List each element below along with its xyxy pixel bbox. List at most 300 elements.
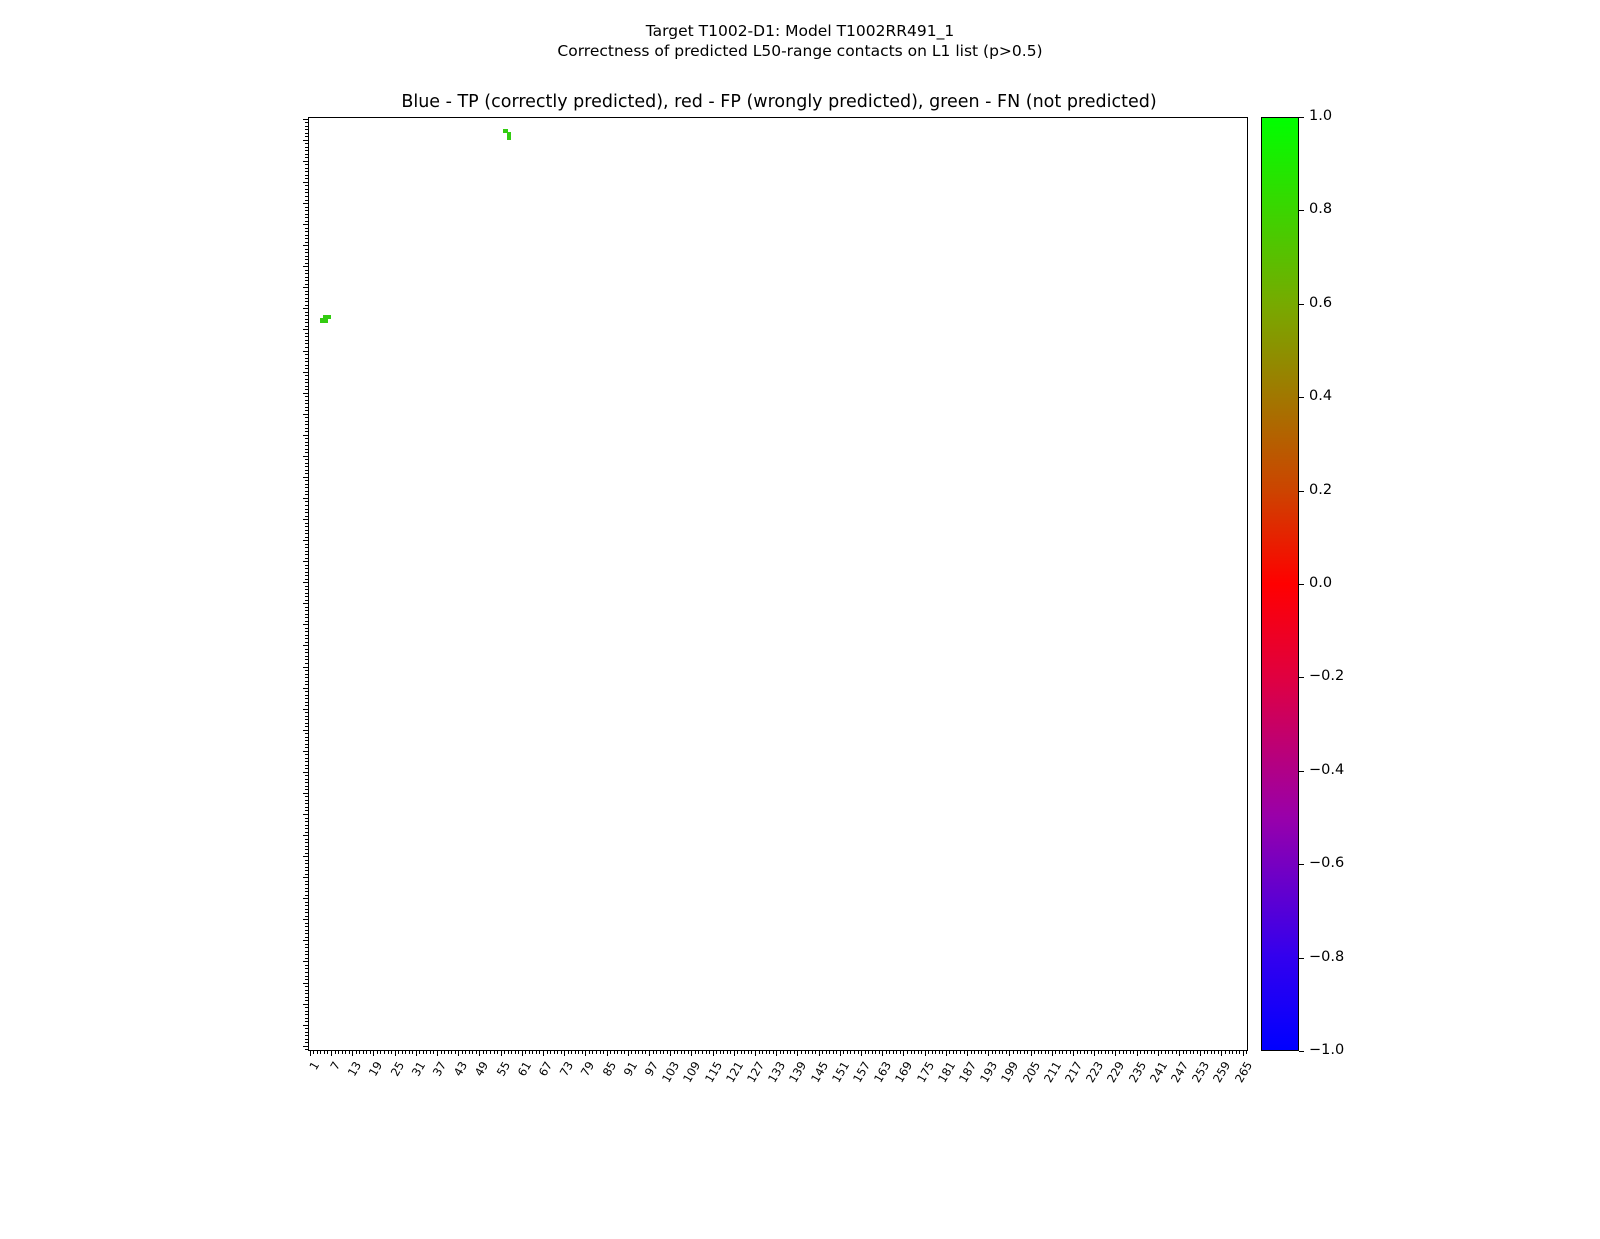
y-tick-major (303, 814, 308, 815)
y-tick-minor (305, 537, 308, 538)
x-tick-label: 91 (620, 1059, 640, 1079)
x-tick-major (1031, 1051, 1032, 1056)
x-tick-minor (1232, 1051, 1233, 1054)
y-tick-minor (305, 786, 308, 787)
x-tick-label: 49 (472, 1059, 492, 1079)
x-tick-minor (426, 1051, 427, 1054)
x-tick-minor (511, 1051, 512, 1054)
y-tick-minor (305, 867, 308, 868)
x-tick-label: 121 (722, 1059, 746, 1086)
x-tick-minor (698, 1051, 699, 1054)
x-tick-minor (716, 1051, 717, 1054)
x-tick-label: 211 (1040, 1059, 1064, 1086)
x-tick-minor (614, 1051, 615, 1054)
y-tick-minor (305, 909, 308, 910)
x-tick-minor (850, 1051, 851, 1054)
y-tick-minor (305, 207, 308, 208)
x-tick-major (1243, 1051, 1244, 1056)
x-tick-major (1158, 1051, 1159, 1056)
y-tick-minor (305, 231, 308, 232)
x-tick-minor (889, 1051, 890, 1054)
x-tick-label: 1 (306, 1059, 322, 1073)
y-tick-minor (305, 410, 308, 411)
x-tick-minor (465, 1051, 466, 1054)
colorbar-tick-label: −1.0 (1309, 1042, 1345, 1058)
y-tick-minor (305, 702, 308, 703)
y-tick-minor (305, 765, 308, 766)
x-tick-minor (1151, 1051, 1152, 1054)
y-tick-minor (305, 386, 308, 387)
y-tick-minor (305, 839, 308, 840)
x-tick-minor (518, 1051, 519, 1054)
y-tick-minor (305, 171, 308, 172)
x-tick-minor (388, 1051, 389, 1054)
y-tick-minor (305, 937, 308, 938)
x-tick-label: 175 (913, 1059, 937, 1086)
y-tick-minor (305, 473, 308, 474)
x-tick-minor (992, 1051, 993, 1054)
colorbar-tick (1299, 1051, 1304, 1052)
y-tick-minor (305, 958, 308, 959)
x-tick-minor (398, 1051, 399, 1054)
y-tick-minor (305, 691, 308, 692)
x-tick-minor (794, 1051, 795, 1054)
x-tick-label: 265 (1231, 1059, 1255, 1086)
x-tick-minor (423, 1051, 424, 1054)
x-tick-minor (1119, 1051, 1120, 1054)
x-tick-minor (681, 1051, 682, 1054)
x-tick-minor (596, 1051, 597, 1054)
x-tick-minor (1214, 1051, 1215, 1054)
x-tick-label: 109 (680, 1059, 704, 1086)
y-tick-minor (305, 610, 308, 611)
x-tick-minor (896, 1051, 897, 1054)
x-tick-minor (1229, 1051, 1230, 1054)
y-tick-minor (305, 428, 308, 429)
y-tick-minor (305, 754, 308, 755)
y-tick-minor (305, 122, 308, 123)
y-tick-minor (305, 424, 308, 425)
y-tick-minor (305, 600, 308, 601)
x-tick-label: 97 (641, 1059, 662, 1079)
y-tick-minor (305, 656, 308, 657)
x-tick-minor (1062, 1051, 1063, 1054)
x-tick-label: 19 (366, 1059, 386, 1079)
x-tick-minor (1002, 1051, 1003, 1054)
y-tick-minor (305, 396, 308, 397)
x-tick-minor (349, 1051, 350, 1054)
y-tick-major (303, 730, 308, 731)
y-tick-minor (305, 930, 308, 931)
x-tick-minor (589, 1051, 590, 1054)
x-tick-major (522, 1051, 523, 1056)
x-tick-minor (953, 1051, 954, 1054)
x-tick-label: 67 (535, 1059, 556, 1079)
y-tick-minor (305, 319, 308, 320)
x-tick-minor (1236, 1051, 1237, 1054)
figure-suptitle-line1: Target T1002-D1: Model T1002RR491_1 (645, 22, 955, 40)
x-tick-label: 55 (493, 1059, 513, 1079)
y-tick-minor (305, 1018, 308, 1019)
x-tick-minor (1161, 1051, 1162, 1054)
y-tick-minor (305, 1014, 308, 1015)
x-tick-minor (907, 1051, 908, 1054)
y-tick-major (303, 561, 308, 562)
y-tick-minor (305, 389, 308, 390)
y-tick-minor (305, 997, 308, 998)
x-tick-minor (412, 1051, 413, 1054)
y-tick-minor (305, 733, 308, 734)
x-tick-label: 85 (599, 1059, 619, 1079)
y-tick-minor (305, 663, 308, 664)
x-tick-minor (490, 1051, 491, 1054)
x-tick-minor (624, 1051, 625, 1054)
x-tick-minor (875, 1051, 876, 1054)
x-tick-minor (935, 1051, 936, 1054)
y-tick-major (303, 287, 308, 288)
x-tick-label: 73 (556, 1059, 577, 1079)
y-tick-minor (305, 554, 308, 555)
x-tick-minor (766, 1051, 767, 1054)
colorbar-tick (1299, 677, 1304, 678)
y-tick-minor (305, 136, 308, 137)
x-tick-minor (1077, 1051, 1078, 1054)
x-tick-label: 13 (344, 1059, 365, 1079)
y-tick-minor (305, 744, 308, 745)
y-tick-minor (305, 621, 308, 622)
x-tick-minor (829, 1051, 830, 1054)
y-tick-minor (305, 579, 308, 580)
x-tick-label: 181 (934, 1059, 958, 1086)
x-tick-major (713, 1051, 714, 1056)
x-tick-minor (1123, 1051, 1124, 1054)
x-tick-minor (554, 1051, 555, 1054)
colorbar-tick (1299, 864, 1304, 865)
y-tick-minor (305, 818, 308, 819)
y-tick-minor (305, 1021, 308, 1022)
y-tick-minor (305, 530, 308, 531)
x-tick-minor (338, 1051, 339, 1054)
x-tick-minor (773, 1051, 774, 1054)
x-tick-minor (483, 1051, 484, 1054)
y-tick-minor (305, 368, 308, 369)
x-tick-minor (1183, 1051, 1184, 1054)
y-tick-minor (305, 431, 308, 432)
x-tick-minor (653, 1051, 654, 1054)
x-tick-label: 253 (1189, 1059, 1213, 1086)
y-tick-minor (305, 761, 308, 762)
y-tick-minor (305, 263, 308, 264)
y-tick-major (303, 498, 308, 499)
y-tick-minor (305, 175, 308, 176)
x-tick-minor (380, 1051, 381, 1054)
x-tick-minor (1218, 1051, 1219, 1054)
y-tick-minor (305, 572, 308, 573)
x-tick-minor (356, 1051, 357, 1054)
x-tick-minor (1246, 1051, 1247, 1054)
x-tick-minor (448, 1051, 449, 1054)
x-tick-minor (868, 1051, 869, 1054)
x-tick-major (734, 1051, 735, 1056)
colorbar-tick (1299, 210, 1304, 211)
x-tick-minor (1027, 1051, 1028, 1054)
x-tick-minor (1140, 1051, 1141, 1054)
x-tick-minor (550, 1051, 551, 1054)
y-tick-minor (305, 596, 308, 597)
y-tick-major (303, 877, 308, 878)
x-tick-minor (879, 1051, 880, 1054)
x-tick-major (670, 1051, 671, 1056)
contact-map-plot-area[interactable] (308, 117, 1248, 1051)
x-tick-minor (1172, 1051, 1173, 1054)
x-tick-minor (911, 1051, 912, 1054)
x-tick-minor (900, 1051, 901, 1054)
x-tick-minor (932, 1051, 933, 1054)
y-tick-minor (305, 494, 308, 495)
y-tick-minor (305, 923, 308, 924)
y-tick-minor (305, 789, 308, 790)
x-tick-minor (402, 1051, 403, 1054)
y-tick-minor (305, 168, 308, 169)
x-tick-label: 37 (429, 1059, 450, 1079)
x-tick-major (691, 1051, 692, 1056)
colorbar-tick-label: 0.8 (1309, 201, 1333, 218)
y-tick-minor (305, 1035, 308, 1036)
y-tick-minor (305, 312, 308, 313)
x-tick-minor (342, 1051, 343, 1054)
y-tick-minor (305, 1000, 308, 1001)
x-tick-major (967, 1051, 968, 1056)
y-tick-minor (305, 821, 308, 822)
x-tick-minor (433, 1051, 434, 1054)
x-tick-minor (709, 1051, 710, 1054)
y-tick-minor (305, 526, 308, 527)
x-tick-label: 7 (327, 1059, 344, 1073)
x-tick-minor (1225, 1051, 1226, 1054)
y-tick-minor (305, 1011, 308, 1012)
x-tick-minor (430, 1051, 431, 1054)
x-tick-minor (1133, 1051, 1134, 1054)
y-tick-minor (305, 649, 308, 650)
x-tick-major (310, 1051, 311, 1056)
y-tick-major (303, 645, 308, 646)
y-tick-minor (305, 944, 308, 945)
y-tick-minor (305, 954, 308, 955)
x-tick-minor (497, 1051, 498, 1054)
x-tick-label: 259 (1210, 1059, 1234, 1086)
y-tick-minor (305, 853, 308, 854)
y-tick-minor (305, 860, 308, 861)
x-tick-minor (999, 1051, 1000, 1054)
y-tick-minor (305, 803, 308, 804)
x-tick-major (882, 1051, 883, 1056)
y-tick-minor (305, 807, 308, 808)
y-tick-major (303, 393, 308, 394)
y-tick-major (303, 603, 308, 604)
figure-suptitle-line2: Correctness of predicted L50-range contacts on L1 list (p>0.5) (557, 42, 1043, 60)
x-tick-major (925, 1051, 926, 1056)
x-tick-minor (956, 1051, 957, 1054)
y-tick-minor (305, 509, 308, 510)
x-tick-minor (363, 1051, 364, 1054)
x-tick-minor (313, 1051, 314, 1054)
y-tick-minor (305, 842, 308, 843)
x-tick-minor (384, 1051, 385, 1054)
x-tick-minor (981, 1051, 982, 1054)
y-tick-minor (305, 277, 308, 278)
x-tick-minor (1098, 1051, 1099, 1054)
x-tick-label: 133 (765, 1059, 789, 1086)
y-tick-major (303, 1025, 308, 1026)
y-tick-minor (305, 382, 308, 383)
x-tick-minor (858, 1051, 859, 1054)
colorbar-tick-label: 0.4 (1309, 388, 1333, 405)
x-tick-minor (621, 1051, 622, 1054)
x-tick-minor (320, 1051, 321, 1054)
colorbar-tick (1299, 958, 1304, 959)
y-tick-major (303, 983, 308, 984)
x-tick-minor (409, 1051, 410, 1054)
x-tick-major (1200, 1051, 1201, 1056)
y-tick-minor (305, 340, 308, 341)
x-tick-minor (441, 1051, 442, 1054)
y-tick-minor (305, 614, 308, 615)
y-tick-major (303, 435, 308, 436)
y-tick-minor (305, 698, 308, 699)
x-tick-minor (790, 1051, 791, 1054)
y-tick-major (303, 224, 308, 225)
x-tick-minor (582, 1051, 583, 1054)
y-tick-major (303, 414, 308, 415)
y-tick-major (303, 308, 308, 309)
y-tick-minor (305, 301, 308, 302)
y-tick-minor (305, 870, 308, 871)
colorbar-tick (1299, 584, 1304, 585)
y-tick-minor (305, 484, 308, 485)
y-tick-minor (305, 221, 308, 222)
y-tick-minor (305, 516, 308, 517)
x-tick-minor (370, 1051, 371, 1054)
colorbar-tick-label: −0.2 (1309, 668, 1345, 685)
y-tick-minor (305, 336, 308, 337)
y-tick-minor (305, 628, 308, 629)
y-tick-minor (305, 421, 308, 422)
y-tick-minor (305, 252, 308, 253)
y-tick-minor (305, 828, 308, 829)
x-tick-minor (1239, 1051, 1240, 1054)
y-tick-minor (305, 379, 308, 380)
y-tick-minor (305, 512, 308, 513)
x-tick-minor (826, 1051, 827, 1054)
x-tick-minor (815, 1051, 816, 1054)
y-tick-minor (305, 965, 308, 966)
x-tick-label: 163 (871, 1059, 895, 1086)
contact-point (507, 136, 511, 140)
y-tick-major (303, 688, 308, 689)
x-tick-minor (706, 1051, 707, 1054)
y-tick-major (303, 835, 308, 836)
x-tick-minor (872, 1051, 873, 1054)
y-tick-minor (305, 737, 308, 738)
y-tick-minor (305, 375, 308, 376)
colorbar-tick-label: −0.4 (1309, 761, 1345, 778)
x-tick-minor (949, 1051, 950, 1054)
x-tick-minor (451, 1051, 452, 1054)
x-tick-minor (660, 1051, 661, 1054)
x-tick-minor (695, 1051, 696, 1054)
y-tick-minor (305, 459, 308, 460)
x-tick-major (585, 1051, 586, 1056)
y-tick-minor (305, 568, 308, 569)
y-tick-major (303, 266, 308, 267)
y-tick-minor (305, 238, 308, 239)
y-tick-minor (305, 990, 308, 991)
x-tick-minor (780, 1051, 781, 1054)
x-tick-minor (1204, 1051, 1205, 1054)
x-tick-minor (751, 1051, 752, 1054)
y-tick-minor (305, 986, 308, 987)
y-tick-minor (305, 723, 308, 724)
x-tick-minor (1154, 1051, 1155, 1054)
y-tick-minor (305, 796, 308, 797)
y-tick-major (303, 582, 308, 583)
x-tick-minor (836, 1051, 837, 1054)
x-tick-minor (1126, 1051, 1127, 1054)
x-tick-minor (737, 1051, 738, 1054)
x-tick-minor (684, 1051, 685, 1054)
x-tick-label: 151 (828, 1059, 852, 1086)
y-tick-minor (305, 1032, 308, 1033)
y-tick-minor (305, 832, 308, 833)
x-tick-minor (985, 1051, 986, 1054)
colorbar-tick (1299, 771, 1304, 772)
x-tick-minor (1112, 1051, 1113, 1054)
x-tick-major (543, 1051, 544, 1056)
x-tick-major (988, 1051, 989, 1056)
x-tick-label: 103 (659, 1059, 683, 1086)
x-tick-major (1115, 1051, 1116, 1056)
y-tick-minor (305, 888, 308, 889)
y-tick-major (303, 372, 308, 373)
x-tick-minor (854, 1051, 855, 1054)
y-tick-minor (305, 993, 308, 994)
y-tick-minor (305, 133, 308, 134)
y-tick-minor (305, 322, 308, 323)
colorbar-tick (1299, 117, 1304, 118)
x-tick-minor (1087, 1051, 1088, 1054)
x-tick-minor (444, 1051, 445, 1054)
x-tick-minor (571, 1051, 572, 1054)
y-tick-minor (305, 719, 308, 720)
x-tick-minor (568, 1051, 569, 1054)
y-tick-minor (305, 846, 308, 847)
y-tick-minor (305, 298, 308, 299)
x-tick-minor (847, 1051, 848, 1054)
y-tick-minor (305, 294, 308, 295)
x-tick-major (797, 1051, 798, 1056)
x-tick-major (479, 1051, 480, 1056)
x-tick-minor (964, 1051, 965, 1054)
x-tick-minor (1048, 1051, 1049, 1054)
axes-title: Blue - TP (correctly predicted), red - FP (wrongly predicted), green - FN (not predicted) (401, 92, 1157, 112)
y-tick-minor (305, 972, 308, 973)
x-tick-minor (656, 1051, 657, 1054)
x-tick-minor (455, 1051, 456, 1054)
colorbar-tick (1299, 304, 1304, 305)
x-tick-major (903, 1051, 904, 1056)
colorbar (1261, 117, 1299, 1051)
y-tick-major (303, 477, 308, 478)
